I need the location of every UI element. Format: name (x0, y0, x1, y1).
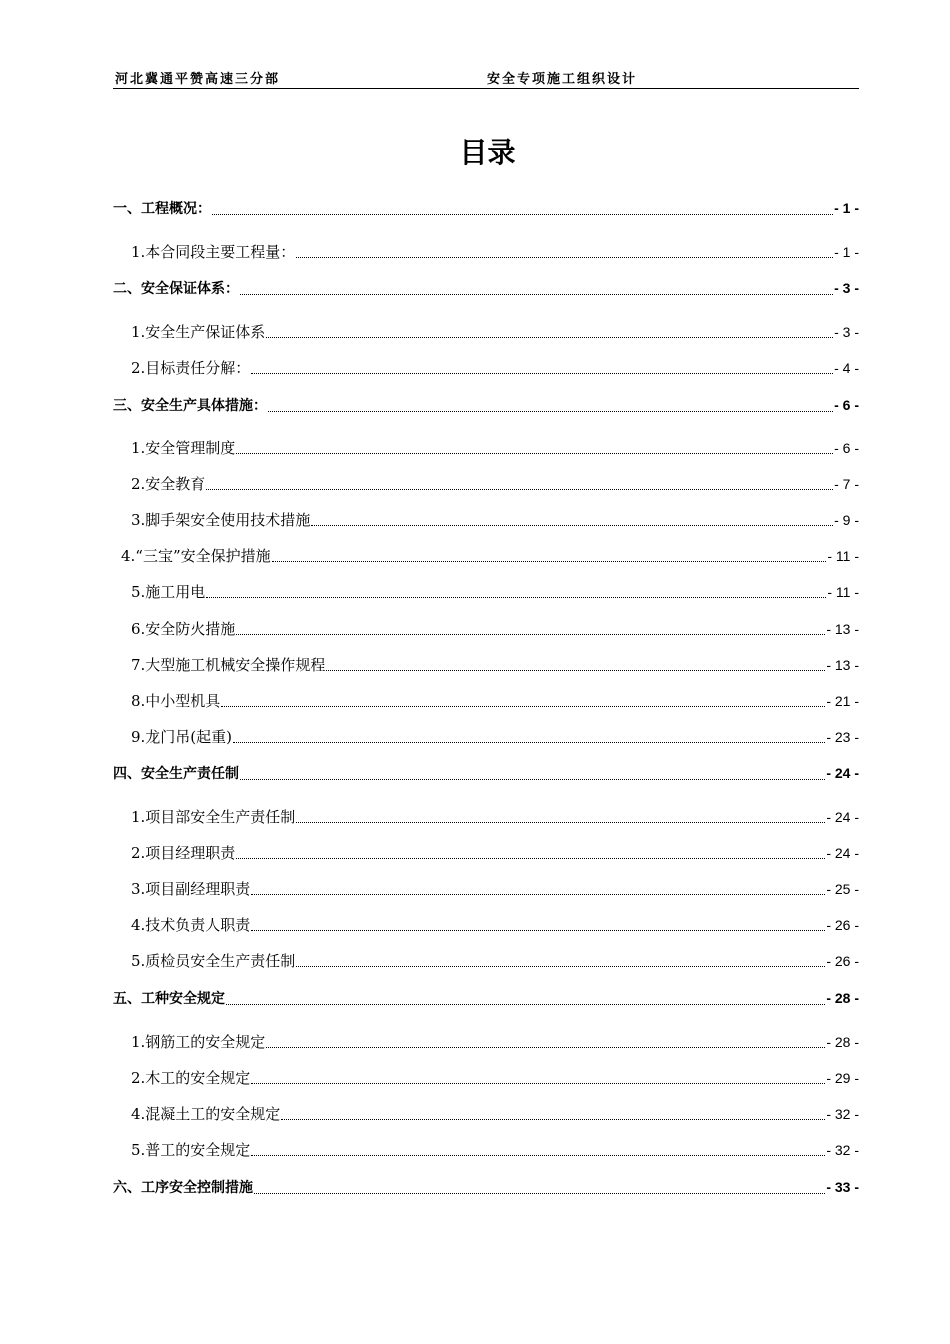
toc-leader-dots (240, 293, 833, 295)
toc-entry-label: 8.中小型机具 (131, 692, 221, 710)
toc-entry-label: 2.木工的安全规定 (131, 1069, 251, 1087)
toc-leader-dots (236, 452, 833, 454)
toc-leader-dots (266, 1046, 825, 1048)
toc-entry[interactable] (113, 988, 859, 1010)
toc-entry-page: - 26 - (826, 953, 859, 969)
toc-leader-dots (296, 965, 825, 967)
toc-entry-label: 5.施工用电 (131, 583, 206, 601)
toc-entry-label: 五、工种安全规定 (113, 991, 225, 1007)
toc-leader-dots (236, 633, 825, 635)
toc-entry-page: - 6 - (834, 397, 859, 413)
toc-leader-dots (236, 857, 825, 859)
toc-entry-label: 1.钢筋工的安全规定 (131, 1033, 266, 1051)
toc-entry[interactable] (113, 842, 859, 864)
toc-entry-page: - 1 - (834, 200, 859, 216)
toc-leader-dots (326, 669, 825, 671)
page-title: 目录 (459, 136, 516, 169)
toc-leader-dots (206, 488, 833, 490)
toc-leader-dots (226, 1003, 825, 1005)
toc-entry-label: 1.本合同段主要工程量： (131, 243, 296, 261)
toc-entry-page: - 6 - (834, 440, 859, 456)
toc-entry-page: - 32 - (826, 1106, 859, 1122)
toc-entry[interactable] (113, 1177, 859, 1199)
toc-leader-dots (251, 893, 825, 895)
toc-entry-page: - 26 - (826, 917, 859, 933)
toc-entry[interactable] (113, 473, 859, 495)
toc-entry[interactable] (113, 509, 859, 531)
toc-entry-label: 4.混凝土工的安全规定 (131, 1105, 281, 1123)
toc-entry-label: 3.项目副经理职责 (131, 880, 251, 898)
toc-leader-dots (254, 1192, 825, 1194)
toc-entry-page: - 21 - (826, 693, 859, 709)
page-header (113, 66, 859, 89)
header-left-text: 河北冀通平赞高速三分部 (115, 72, 281, 87)
toc-leader-dots (296, 256, 833, 258)
toc-leader-dots (311, 524, 833, 526)
toc-entry-label: 3.脚手架安全使用技术措施 (131, 511, 311, 529)
toc-entry-label: 2.目标责任分解： (131, 359, 251, 377)
toc-entry[interactable] (113, 654, 859, 676)
toc-entry[interactable] (113, 1067, 859, 1089)
toc-entry[interactable] (113, 914, 859, 936)
toc-entry-label: 5.普工的安全规定 (131, 1141, 251, 1159)
toc-entry-label: 1.项目部安全生产责任制 (131, 808, 296, 826)
toc-entry[interactable] (113, 1103, 859, 1125)
toc-entry-label: 9.龙门吊(起重) (131, 728, 233, 746)
toc-entry-label: 二、安全保证体系： (113, 281, 239, 297)
toc-entry-label: 四、安全生产责任制 (113, 766, 239, 782)
toc-entry[interactable] (113, 321, 859, 343)
toc-leader-dots (251, 372, 833, 374)
toc-entry[interactable] (113, 1031, 859, 1053)
toc-leader-dots (268, 410, 833, 412)
toc-entry-label: 2.项目经理职责 (131, 844, 236, 862)
toc-entry-label: 4.技术负责人职责 (131, 916, 251, 934)
toc-entry[interactable] (113, 395, 859, 417)
toc-entry-page: - 28 - (826, 1034, 859, 1050)
toc-entry-page: - 29 - (826, 1070, 859, 1086)
toc-entry[interactable] (113, 726, 859, 748)
toc-entry-page: - 28 - (826, 990, 859, 1006)
toc-entry[interactable] (113, 437, 859, 459)
toc-leader-dots (281, 1118, 825, 1120)
header-right-text: 安全专项施工组织设计 (487, 72, 638, 87)
toc-entry-page: - 1 - (834, 244, 859, 260)
toc-entry[interactable] (113, 357, 859, 379)
toc-leader-dots (240, 778, 825, 780)
toc-entry-page: - 24 - (826, 809, 859, 825)
toc-leader-dots (221, 705, 825, 707)
toc-entry-page: - 13 - (826, 657, 859, 673)
toc-leader-dots (212, 213, 833, 215)
toc-entry-label: 1.安全管理制度 (131, 439, 236, 457)
toc-entry-label: 一、工程概况： (113, 201, 211, 217)
toc-leader-dots (266, 336, 833, 338)
toc-entry[interactable] (113, 950, 859, 972)
toc-entry[interactable] (113, 198, 859, 220)
toc-entry[interactable] (113, 618, 859, 640)
toc-entry-page: - 11 - (827, 584, 859, 600)
toc-entry-page: - 33 - (826, 1179, 859, 1195)
toc-leader-dots (251, 1082, 825, 1084)
toc-entry-page: - 7 - (834, 476, 859, 492)
toc-entry-label: 2.安全教育 (131, 475, 206, 493)
toc-entry-page: - 3 - (834, 280, 859, 296)
toc-leader-dots (251, 1154, 825, 1156)
toc-entry-page: - 13 - (826, 621, 859, 637)
toc-entry-page: - 24 - (826, 765, 859, 781)
toc-entry-page: - 4 - (834, 360, 859, 376)
toc-leader-dots (206, 596, 826, 598)
toc-entry-page: - 32 - (826, 1142, 859, 1158)
toc-entry-page: - 11 - (827, 548, 859, 564)
toc-leader-dots (233, 741, 825, 743)
toc-entry-page: - 3 - (834, 324, 859, 340)
toc-entry[interactable] (113, 581, 859, 603)
toc-entry[interactable] (113, 806, 859, 828)
toc-entry[interactable] (113, 763, 859, 785)
toc-entry-page: - 24 - (826, 845, 859, 861)
toc-entry-label: 6.安全防火措施 (131, 620, 236, 638)
toc-entry[interactable] (113, 690, 859, 712)
toc-entry[interactable] (113, 878, 859, 900)
toc-entry[interactable] (113, 241, 859, 263)
toc-entry-label: 六、工序安全控制措施 (113, 1180, 253, 1196)
toc-entry[interactable] (113, 278, 859, 300)
toc-entry-label: 7.大型施工机械安全操作规程 (131, 656, 326, 674)
toc-entry-page: - 25 - (826, 881, 859, 897)
toc-leader-dots (272, 560, 827, 562)
toc-entry-label: 三、安全生产具体措施： (113, 398, 267, 414)
toc-entry[interactable] (113, 1139, 859, 1161)
toc-entry-page: - 23 - (826, 729, 859, 745)
toc-entry-page: - 9 - (834, 512, 859, 528)
toc-entry-label: 5.质检员安全生产责任制 (131, 952, 296, 970)
toc-leader-dots (296, 821, 825, 823)
toc-leader-dots (251, 929, 825, 931)
toc-entry-label: 1.安全生产保证体系 (131, 323, 266, 341)
toc-entry[interactable] (113, 545, 859, 567)
toc-entry-label: 4.“三宝”安全保护措施 (121, 547, 271, 565)
